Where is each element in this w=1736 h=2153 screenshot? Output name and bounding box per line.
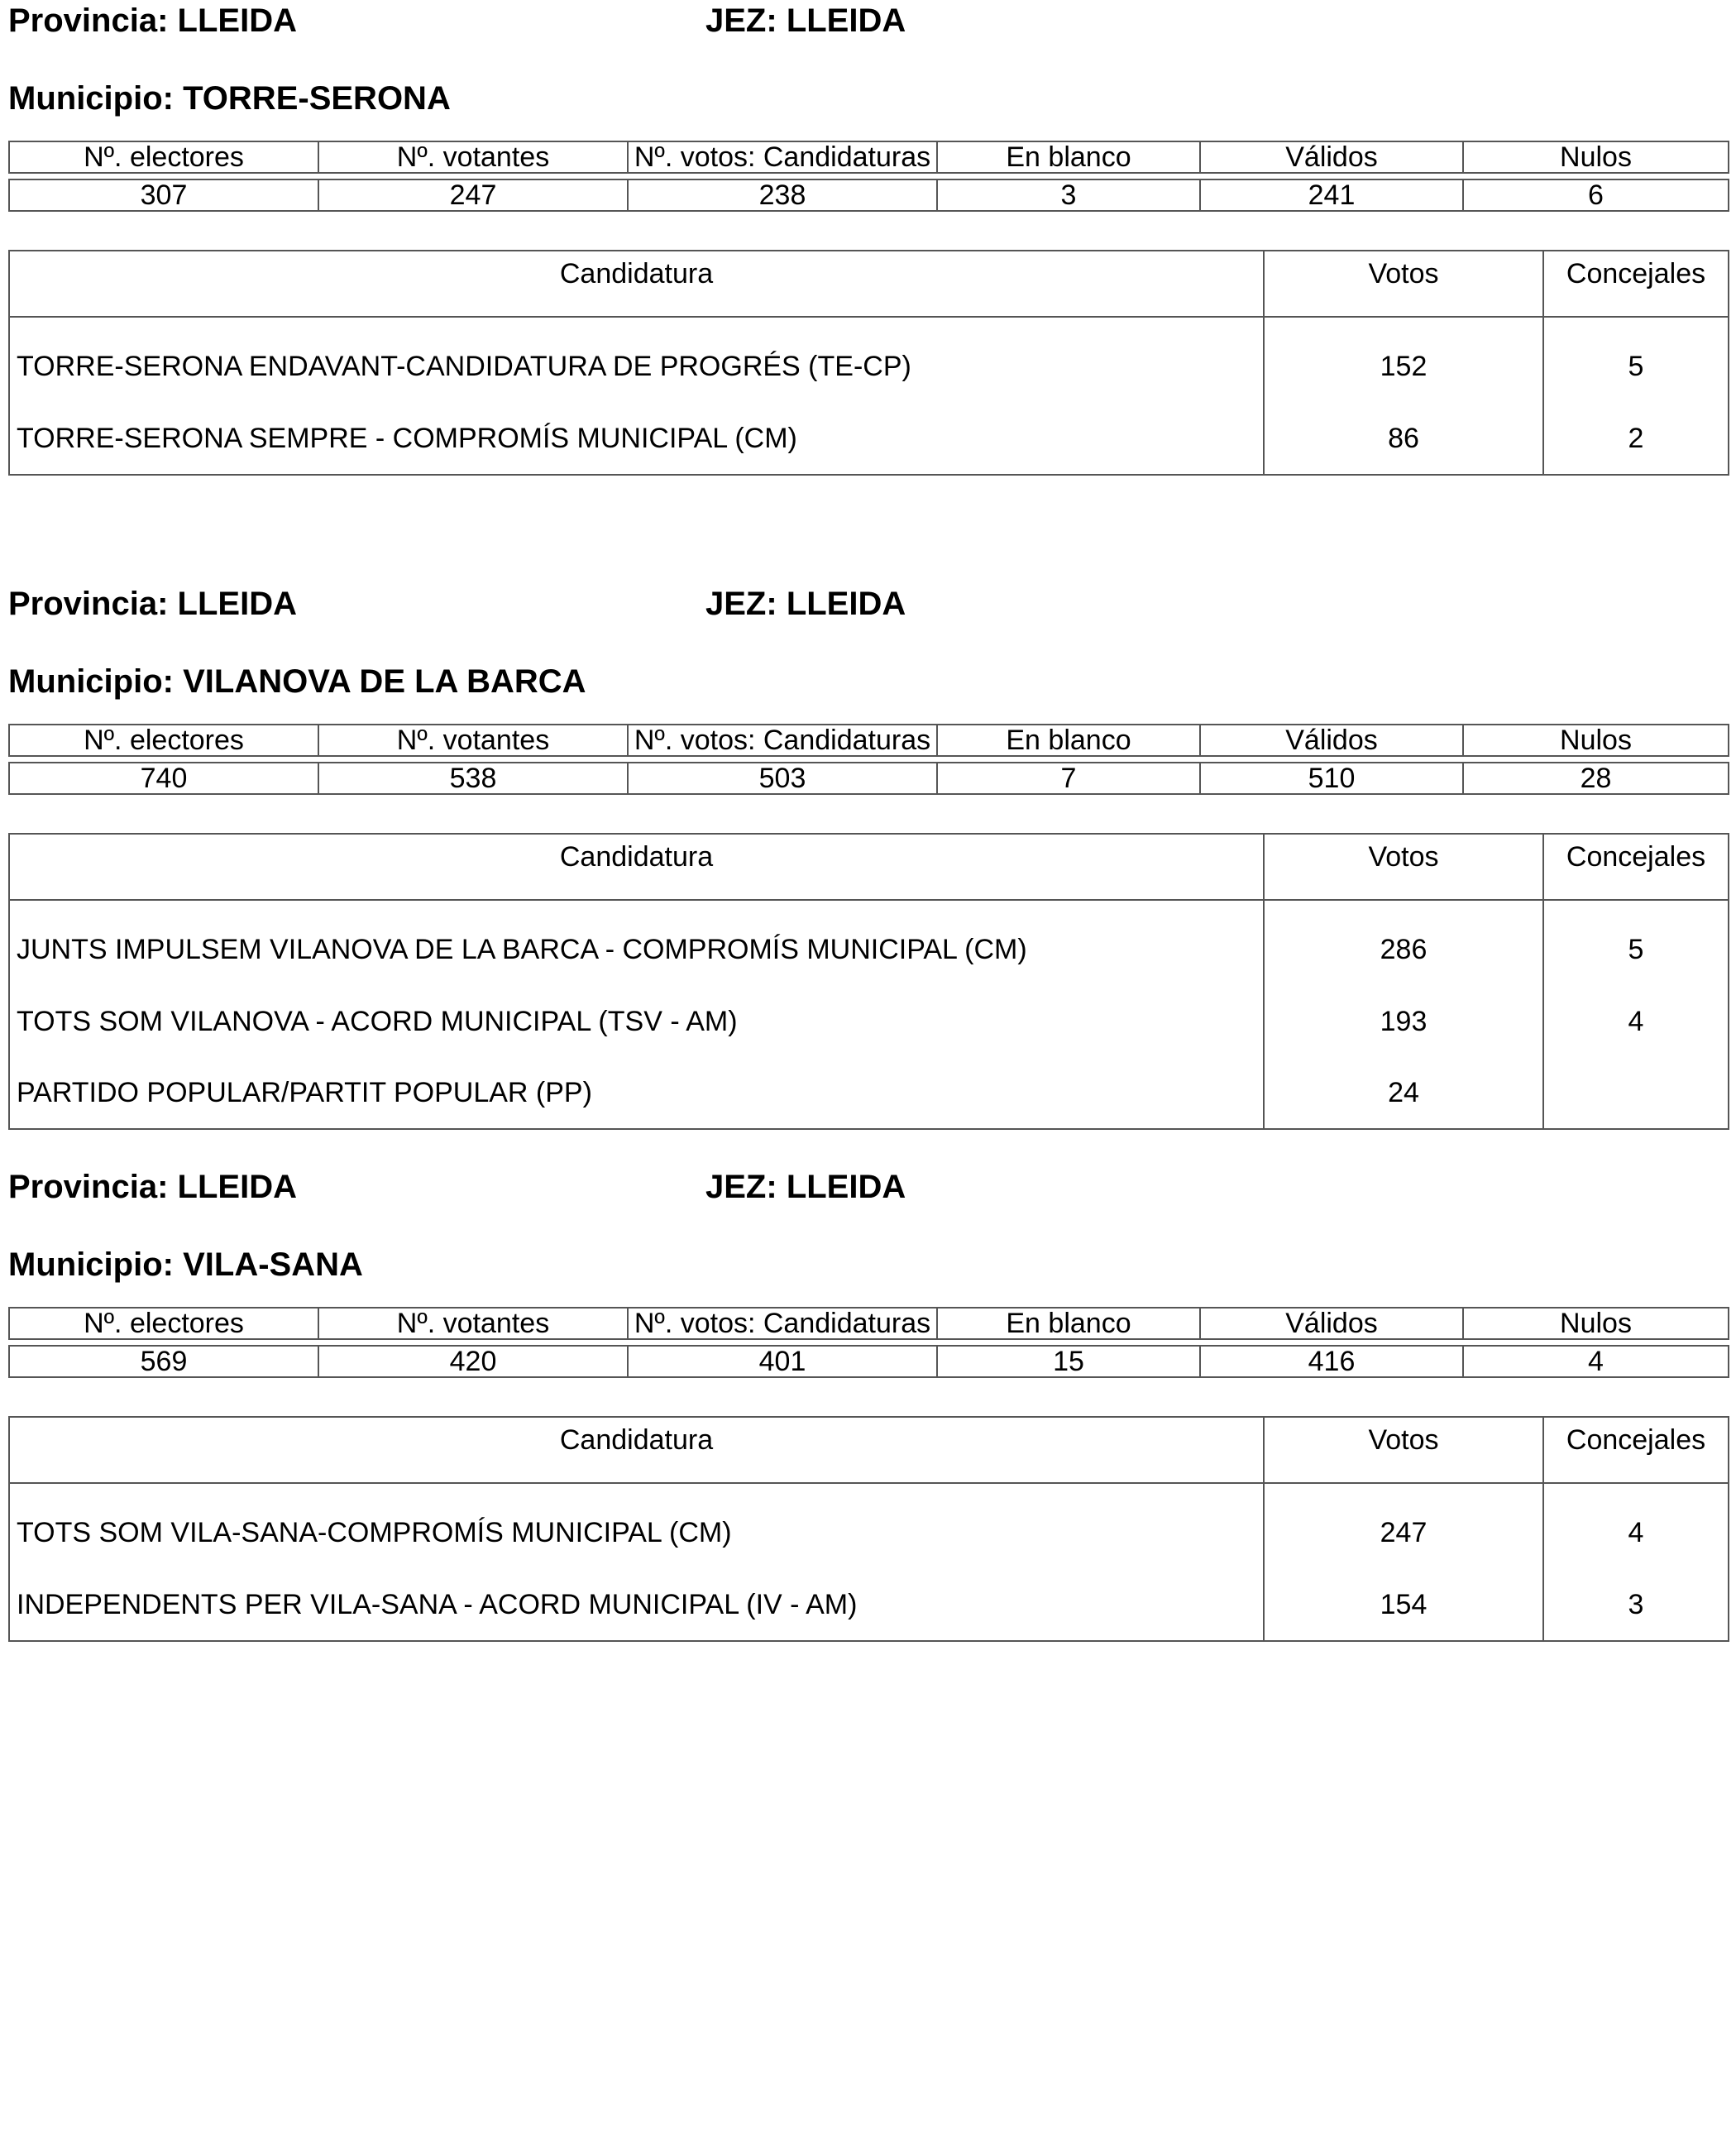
summary-header-row bbox=[9, 725, 1729, 756]
value-votantes: 420 bbox=[318, 1346, 628, 1377]
municipio-value: VILANOVA DE LA BARCA bbox=[183, 663, 586, 700]
header-votos: Votos bbox=[1264, 1417, 1543, 1483]
table-row bbox=[9, 1057, 1729, 1129]
value-votos-candidaturas: 238 bbox=[628, 179, 937, 211]
results-table bbox=[8, 250, 1729, 476]
provincia-value: LLEIDA bbox=[177, 1169, 297, 1205]
jez-value: LLEIDA bbox=[786, 586, 906, 622]
header-validos: Válidos bbox=[1200, 1308, 1463, 1339]
votos-cell: 247 bbox=[1264, 1483, 1543, 1569]
province-line bbox=[8, 0, 906, 41]
candidatura-cell: TOTS SOM VILA-SANA-COMPROMÍS MUNICIPAL (CM) bbox=[9, 1483, 1264, 1569]
table-row bbox=[9, 986, 1729, 1057]
municipio-line bbox=[8, 1244, 363, 1285]
municipio-value: VILA-SANA bbox=[183, 1246, 363, 1283]
header-nulos: Nulos bbox=[1463, 725, 1729, 756]
header-candidatura: Candidatura bbox=[9, 834, 1264, 900]
summary-table bbox=[8, 141, 1729, 212]
municipio-line bbox=[8, 661, 586, 702]
value-nulos: 6 bbox=[1463, 179, 1729, 211]
spacer-row bbox=[9, 1339, 1729, 1346]
value-validos: 416 bbox=[1200, 1346, 1463, 1377]
value-nulos: 28 bbox=[1463, 763, 1729, 794]
table-row bbox=[9, 403, 1729, 475]
table-row bbox=[9, 1569, 1729, 1641]
municipio-line bbox=[8, 78, 451, 119]
table-row bbox=[9, 317, 1729, 403]
concejales-cell: 2 bbox=[1628, 422, 1644, 454]
value-electores: 307 bbox=[9, 179, 318, 211]
jez-label: JEZ: bbox=[705, 2, 777, 39]
summary-value-row bbox=[9, 179, 1729, 211]
spacer-row bbox=[9, 756, 1729, 763]
header-validos: Válidos bbox=[1200, 725, 1463, 756]
value-electores: 740 bbox=[9, 763, 318, 794]
municipio-label: Municipio: bbox=[8, 80, 174, 117]
value-votos-candidaturas: 401 bbox=[628, 1346, 937, 1377]
concejales-cell: 3 bbox=[1628, 1588, 1644, 1620]
value-validos: 510 bbox=[1200, 763, 1463, 794]
header-candidatura: Candidatura bbox=[9, 251, 1264, 317]
header-votos: Votos bbox=[1264, 834, 1543, 900]
value-votantes: 247 bbox=[318, 179, 628, 211]
votos-cell: 154 bbox=[1264, 1569, 1543, 1641]
jez-label: JEZ: bbox=[705, 1169, 777, 1205]
header-votantes: Nº. votantes bbox=[318, 141, 628, 173]
jez-group bbox=[705, 1166, 906, 1208]
header-en-blanco: En blanco bbox=[937, 1308, 1200, 1339]
candidatura-cell: TORRE-SERONA ENDAVANT-CANDIDATURA DE PROGRÉS (TE-CP) bbox=[9, 317, 1264, 403]
header-concejales: Concejales bbox=[1543, 1417, 1729, 1483]
candidatura-cell: INDEPENDENTS PER VILA-SANA - ACORD MUNICIPAL (IV - AM) bbox=[9, 1569, 1264, 1641]
votos-cell: 286 bbox=[1264, 900, 1543, 986]
header-votos: Votos bbox=[1264, 251, 1543, 317]
jez-value: LLEIDA bbox=[786, 1169, 906, 1205]
votos-cell: 152 bbox=[1264, 317, 1543, 403]
candidatura-cell: JUNTS IMPULSEM VILANOVA DE LA BARCA - COMPROMÍS MUNICIPAL (CM) bbox=[9, 900, 1264, 986]
concejales-cell: 4 bbox=[1628, 1517, 1644, 1548]
results-table bbox=[8, 1416, 1729, 1642]
header-votantes: Nº. votantes bbox=[318, 1308, 628, 1339]
concejales-cell: 4 bbox=[1628, 1005, 1644, 1037]
summary-value-row bbox=[9, 763, 1729, 794]
summary-table bbox=[8, 724, 1729, 795]
votos-cell: 193 bbox=[1264, 986, 1543, 1057]
candidatura-cell: TOTS SOM VILANOVA - ACORD MUNICIPAL (TSV - AM) bbox=[9, 986, 1264, 1057]
header-votos-candidaturas: Nº. votos: Candidaturas bbox=[628, 1308, 937, 1339]
header-votos-candidaturas: Nº. votos: Candidaturas bbox=[628, 141, 937, 173]
municipio-label: Municipio: bbox=[8, 663, 174, 700]
header-electores: Nº. electores bbox=[9, 141, 318, 173]
value-votos-candidaturas: 503 bbox=[628, 763, 937, 794]
summary-header-row bbox=[9, 141, 1729, 173]
header-electores: Nº. electores bbox=[9, 1308, 318, 1339]
value-nulos: 4 bbox=[1463, 1346, 1729, 1377]
concejales-cell: 5 bbox=[1628, 351, 1644, 382]
spacer-row bbox=[9, 173, 1729, 179]
header-candidatura: Candidatura bbox=[9, 1417, 1264, 1483]
votos-cell: 24 bbox=[1264, 1057, 1543, 1129]
results-table bbox=[8, 833, 1729, 1130]
value-electores: 569 bbox=[9, 1346, 318, 1377]
header-en-blanco: En blanco bbox=[937, 141, 1200, 173]
provincia-value: LLEIDA bbox=[177, 586, 297, 622]
header-votantes: Nº. votantes bbox=[318, 725, 628, 756]
provincia-value: LLEIDA bbox=[177, 2, 297, 39]
value-validos: 241 bbox=[1200, 179, 1463, 211]
header-concejales: Concejales bbox=[1543, 834, 1729, 900]
provincia-label: Provincia: bbox=[8, 1169, 169, 1205]
provincia-label: Provincia: bbox=[8, 586, 169, 622]
summary-value-row bbox=[9, 1346, 1729, 1377]
value-en-blanco: 3 bbox=[937, 179, 1200, 211]
header-validos: Válidos bbox=[1200, 141, 1463, 173]
header-votos-candidaturas: Nº. votos: Candidaturas bbox=[628, 725, 937, 756]
value-en-blanco: 15 bbox=[937, 1346, 1200, 1377]
results-header-row bbox=[9, 251, 1729, 317]
summary-table bbox=[8, 1307, 1729, 1378]
province-line bbox=[8, 1166, 906, 1208]
jez-group bbox=[705, 583, 906, 624]
header-nulos: Nulos bbox=[1463, 1308, 1729, 1339]
value-votantes: 538 bbox=[318, 763, 628, 794]
header-electores: Nº. electores bbox=[9, 725, 318, 756]
value-en-blanco: 7 bbox=[937, 763, 1200, 794]
results-header-row bbox=[9, 834, 1729, 900]
table-row bbox=[9, 1483, 1729, 1569]
jez-value: LLEIDA bbox=[786, 2, 906, 39]
header-en-blanco: En blanco bbox=[937, 725, 1200, 756]
jez-group bbox=[705, 0, 906, 41]
table-row bbox=[9, 900, 1729, 986]
municipio-label: Municipio: bbox=[8, 1246, 174, 1283]
municipio-value: TORRE-SERONA bbox=[183, 80, 451, 117]
header-nulos: Nulos bbox=[1463, 141, 1729, 173]
candidatura-cell: TORRE-SERONA SEMPRE - COMPROMÍS MUNICIPAL (CM) bbox=[9, 403, 1264, 475]
jez-label: JEZ: bbox=[705, 586, 777, 622]
results-header-row bbox=[9, 1417, 1729, 1483]
votos-cell: 86 bbox=[1264, 403, 1543, 475]
header-concejales: Concejales bbox=[1543, 251, 1729, 317]
province-line bbox=[8, 583, 906, 624]
candidatura-cell: PARTIDO POPULAR/PARTIT POPULAR (PP) bbox=[9, 1057, 1264, 1129]
summary-header-row bbox=[9, 1308, 1729, 1339]
concejales-cell: 5 bbox=[1628, 934, 1644, 965]
concejales-cell bbox=[1543, 1057, 1729, 1129]
provincia-label: Provincia: bbox=[8, 2, 169, 39]
